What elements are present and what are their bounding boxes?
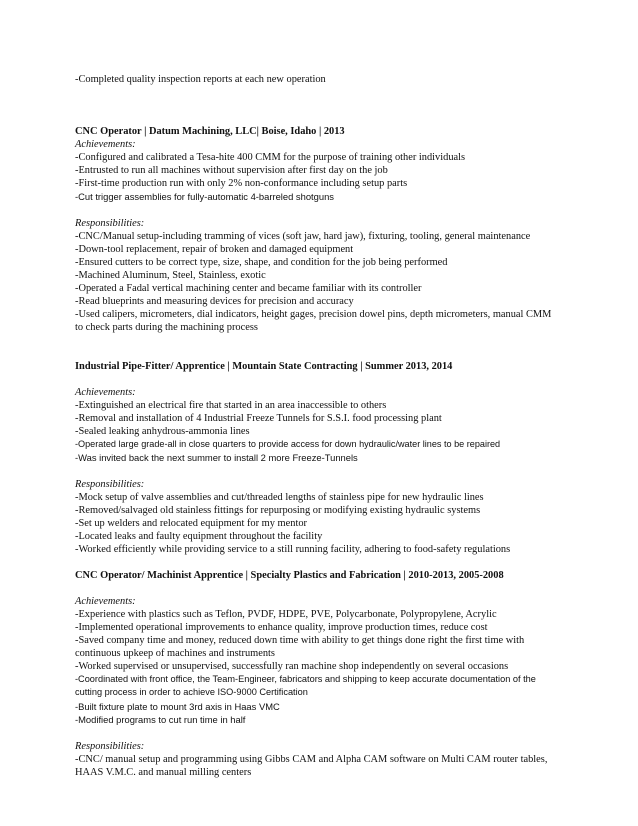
achievement-item: -Saved company time and money, reduced down time with ability to get things done right the first time with continuous upkeep of machines and instruments bbox=[75, 634, 525, 659]
top-bullet: -Completed quality inspection reports at each new operation bbox=[75, 74, 326, 85]
achievement-item: -Operated large grade-all in close quarters to provide access for down hydraulic/water lines to be repaired bbox=[75, 438, 501, 449]
achievement-item: -Cut trigger assemblies for fully-automatic 4-barreled shotguns bbox=[75, 191, 334, 202]
responsibility-item: -Mock setup of valve assemblies and cut/threaded lengths of stainless pipe for new hydraulic lines bbox=[75, 491, 484, 503]
responsibility-item: -Removed/salvaged old stainless fittings for repurposing or modifying existing hydraulic systems bbox=[75, 504, 481, 516]
achievement-item: -Extinguished an electrical fire that started in an area inaccessible to others bbox=[75, 399, 387, 411]
responsibilities-label: Responsibilities: bbox=[75, 740, 145, 752]
job-section-datum bbox=[75, 125, 565, 334]
job-heading: CNC Operator/ Machinist Apprentice | Specialty Plastics and Fabrication | 2010-2013, 2005-2008 bbox=[75, 569, 504, 581]
responsibilities-label: Responsibilities: bbox=[75, 478, 145, 490]
achievements-label: Achievements: bbox=[75, 139, 136, 150]
achievement-item: -First-time production run with only 2% non-conformance including setup parts bbox=[75, 178, 408, 189]
resume-body bbox=[75, 73, 565, 779]
achievement-item: -Removal and installation of 4 Industrial Freeze Tunnels for S.S.I. food processing plant bbox=[75, 412, 442, 424]
responsibility-item: -Set up welders and relocated equipment for my mentor bbox=[75, 517, 307, 529]
achievement-item: -Built fixture plate to mount 3rd axis in Haas VMC bbox=[75, 700, 280, 712]
responsibility-item: -Machined Aluminum, Steel, Stainless, exotic bbox=[75, 269, 266, 281]
responsibilities-label: Responsibilities: bbox=[75, 217, 145, 229]
responsibility-item: -Read blueprints and measuring devices for precision and accuracy bbox=[75, 295, 354, 307]
responsibility-item: -Worked efficiently while providing service to a still running facility, adhering to food-safety regulations bbox=[75, 543, 511, 555]
achievement-item: -Modified programs to cut run time in half bbox=[75, 714, 246, 725]
job-heading: CNC Operator | Datum Machining, LLC| Boise, Idaho | 2013 bbox=[75, 126, 345, 137]
achievement-item: -Was invited back the next summer to install 2 more Freeze-Tunnels bbox=[75, 452, 358, 463]
responsibility-item: -Used calipers, micrometers, dial indicators, height gages, precision dowel pins, depth micrometers, manual CMM to check parts during the machining process bbox=[75, 308, 552, 333]
job-section-specialty-plastics bbox=[75, 569, 565, 779]
achievement-item: -Entrusted to run all machines without supervision after first day on the job bbox=[75, 165, 388, 176]
achievement-item: -Experience with plastics such as Teflon, PVDF, HDPE, PVE, Polycarbonate, Polypropylene, Acrylic bbox=[75, 608, 497, 620]
achievement-item: -Sealed leaking anhydrous-ammonia lines bbox=[75, 425, 250, 437]
responsibility-item: -Located leaks and faulty equipment throughout the facility bbox=[75, 530, 323, 542]
responsibility-item: -CNC/Manual setup-including tramming of vices (soft jaw, hard jaw), fixturing, tooling, general maintenance bbox=[75, 230, 531, 242]
responsibility-item: -Ensured cutters to be correct type, size, shape, and condition for the job being performed bbox=[75, 256, 448, 268]
achievements-label: Achievements: bbox=[75, 595, 136, 607]
achievement-item: -Implemented operational improvements to enhance quality, improve production times, reduce cost bbox=[75, 621, 488, 633]
job-heading: Industrial Pipe-Fitter/ Apprentice | Mountain State Contracting | Summer 2013, 2014 bbox=[75, 360, 453, 372]
responsibility-item: -Down-tool replacement, repair of broken and damaged equipment bbox=[75, 243, 354, 255]
achievements-label: Achievements: bbox=[75, 386, 136, 398]
job-section-mountain-state bbox=[75, 360, 565, 556]
achievement-item: -Worked supervised or unsupervised, successfully ran machine shop independently on several occasions bbox=[75, 660, 509, 672]
responsibility-item: -Operated a Fadal vertical machining center and became familiar with its controller bbox=[75, 282, 422, 294]
achievement-item: -Configured and calibrated a Tesa-hite 400 CMM for the purpose of training other individuals bbox=[75, 152, 466, 163]
achievement-item: -Coordinated with front office, the Team-Engineer, fabricators and shipping to keep accurate documentation of the cutting process in order to achieve ISO-9000 Certification bbox=[75, 673, 536, 697]
responsibility-item: -CNC/ manual setup and programming using Gibbs CAM and Alpha CAM software on Multi CAM router tables, HAAS V.M.C. and manual milling centers bbox=[75, 753, 548, 778]
